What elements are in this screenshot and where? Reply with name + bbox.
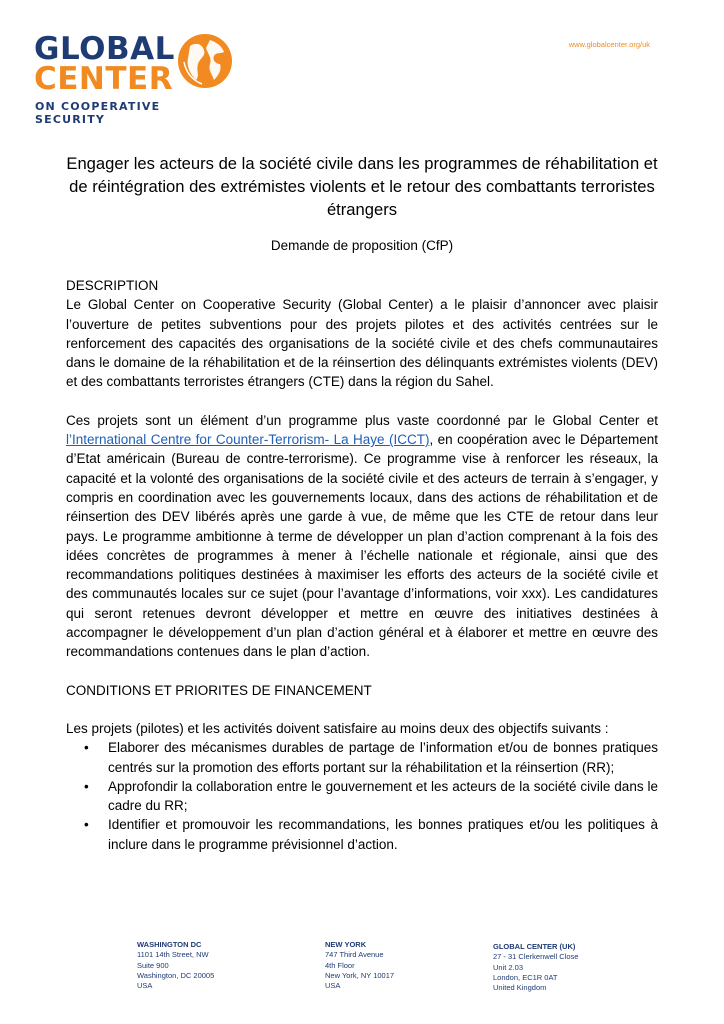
list-item bbox=[66, 815, 658, 854]
office-new-york bbox=[325, 940, 475, 991]
list-item bbox=[66, 738, 658, 777]
conditions-heading: CONDITIONS ET PRIORITES DE FINANCEMENT bbox=[66, 682, 372, 698]
objectives-list bbox=[66, 738, 658, 854]
document-subtitle: Demande de proposition (CfP) bbox=[270, 238, 454, 253]
office-name: NEW YORK bbox=[325, 940, 367, 949]
address-line: 4th Floor bbox=[325, 960, 355, 970]
office-name: GLOBAL CENTER (UK) bbox=[493, 942, 576, 951]
description-heading: DESCRIPTION bbox=[66, 278, 159, 293]
bullet-icon: • bbox=[84, 740, 89, 756]
paragraph-objectives: Les projets (pilotes) et les activités doivent satisfaire au moins deux des objectifs suivants : bbox=[66, 720, 609, 736]
address-line: Washington, DC 20005 bbox=[137, 970, 215, 980]
office-name: WASHINGTON DC bbox=[137, 940, 202, 949]
list-item bbox=[66, 777, 658, 816]
list-item-text: Elaborer des mécanismes durables de partage de l’information et/ou de bonnes pratiques centrés sur la promotion des efforts portant sur la réhabilitation et la réinsertion (RR); bbox=[108, 740, 658, 775]
address-line: Unit 2.03 bbox=[493, 962, 524, 972]
logo-word-center: CENTER bbox=[34, 61, 174, 97]
office-uk bbox=[493, 942, 643, 993]
office-washington bbox=[137, 940, 287, 991]
address-line: 747 Third Avenue bbox=[325, 950, 384, 960]
bullet-icon: • bbox=[84, 778, 89, 794]
address-line: 27 - 31 Clerkenwell Close bbox=[493, 952, 579, 962]
address-line: Suite 900 bbox=[137, 960, 169, 970]
address-line: USA bbox=[137, 981, 153, 991]
logo-tagline: ON COOPERATIVE SECURITY bbox=[35, 100, 161, 126]
website-url[interactable]: www.globalcenter.org/uk bbox=[568, 40, 650, 49]
address-line: 1101 14th Street, NW bbox=[137, 950, 209, 960]
paragraph-program-start: Ces projets sont un élément d’un programme plus vaste coordonné par le Global Center et bbox=[66, 412, 658, 428]
bullet-icon: • bbox=[84, 817, 89, 833]
logo-word-global: GLOBAL bbox=[34, 31, 175, 67]
global-center-logo bbox=[34, 30, 234, 126]
address-line: USA bbox=[325, 981, 341, 991]
list-item-text: Identifier et promouvoir les recommandations, les bonnes pratiques et/ou les politiques à inclure dans le programme prévisionnel d’action. bbox=[108, 817, 658, 852]
globe-icon bbox=[176, 32, 234, 90]
address-line: United Kingdom bbox=[493, 983, 547, 993]
list-item-text: Approfondir la collaboration entre le gouvernement et les acteurs de la société civile dans le cadre du RR; bbox=[108, 778, 658, 814]
paragraph-intro: Le Global Center on Cooperative Security (Global Center) a le plaisir d’annoncer avec plaisir l’ouverture de petites subventions pour des projets pilotes et des activités centrées sur le renforcement des capacités des organisations de la société civile et des chefs communautaires dans le domaine de la réhabilitation et de la réinsertion des délinquants extrémistes violents (DEV) et des combattants terroristes étrangers (CTE) dans la région du Sahel. bbox=[66, 297, 658, 390]
address-line: London, EC1R 0AT bbox=[493, 972, 558, 982]
paragraph-program bbox=[66, 411, 658, 662]
document-body bbox=[66, 276, 658, 854]
icct-link[interactable]: l’International Centre for Counter-Terrorism- La Haye (ICCT) bbox=[66, 432, 430, 448]
address-line: New York, NY 10017 bbox=[325, 970, 395, 980]
document-title: Engager les acteurs de la société civile dans les programmes de réhabilitation et de réintégration des extrémistes violents et le retour des combattants terroristes étrangers bbox=[66, 154, 658, 219]
paragraph-program-end: , en coopération avec le Département d’Etat américain (Bureau de contre-terrorisme). Ce programme vise à renforcer les réseaux, la capacité et la volonté des organisations de la société civile et des acteurs de terrain à s’engager, y compris en coordination avec les gouvernements locaux, dans des actions de réhabilitation et de réinsertion des DEV libérés après une garde à vue, de même que les CTE de retour dans leur pays. Le programme ambitionne à terme de développer un plan d’action comprenant à la fois des idées concrètes de programmes à mener à l’échelle nationale et régionale, ainsi que des recommandations politiques destinées à maximiser les efforts des acteurs de la société civile et des communautés locales sur ce sujet (pour l’avantage d’informations, voir xxx). Les candidatures qui seront retenues devront développer et mettre en œuvre des initiatives destinées à accompagner le développement d’un plan d’action général et à élaborer et mettre en œuvre des recommandations contenues dans le plan d’action. bbox=[66, 432, 658, 660]
